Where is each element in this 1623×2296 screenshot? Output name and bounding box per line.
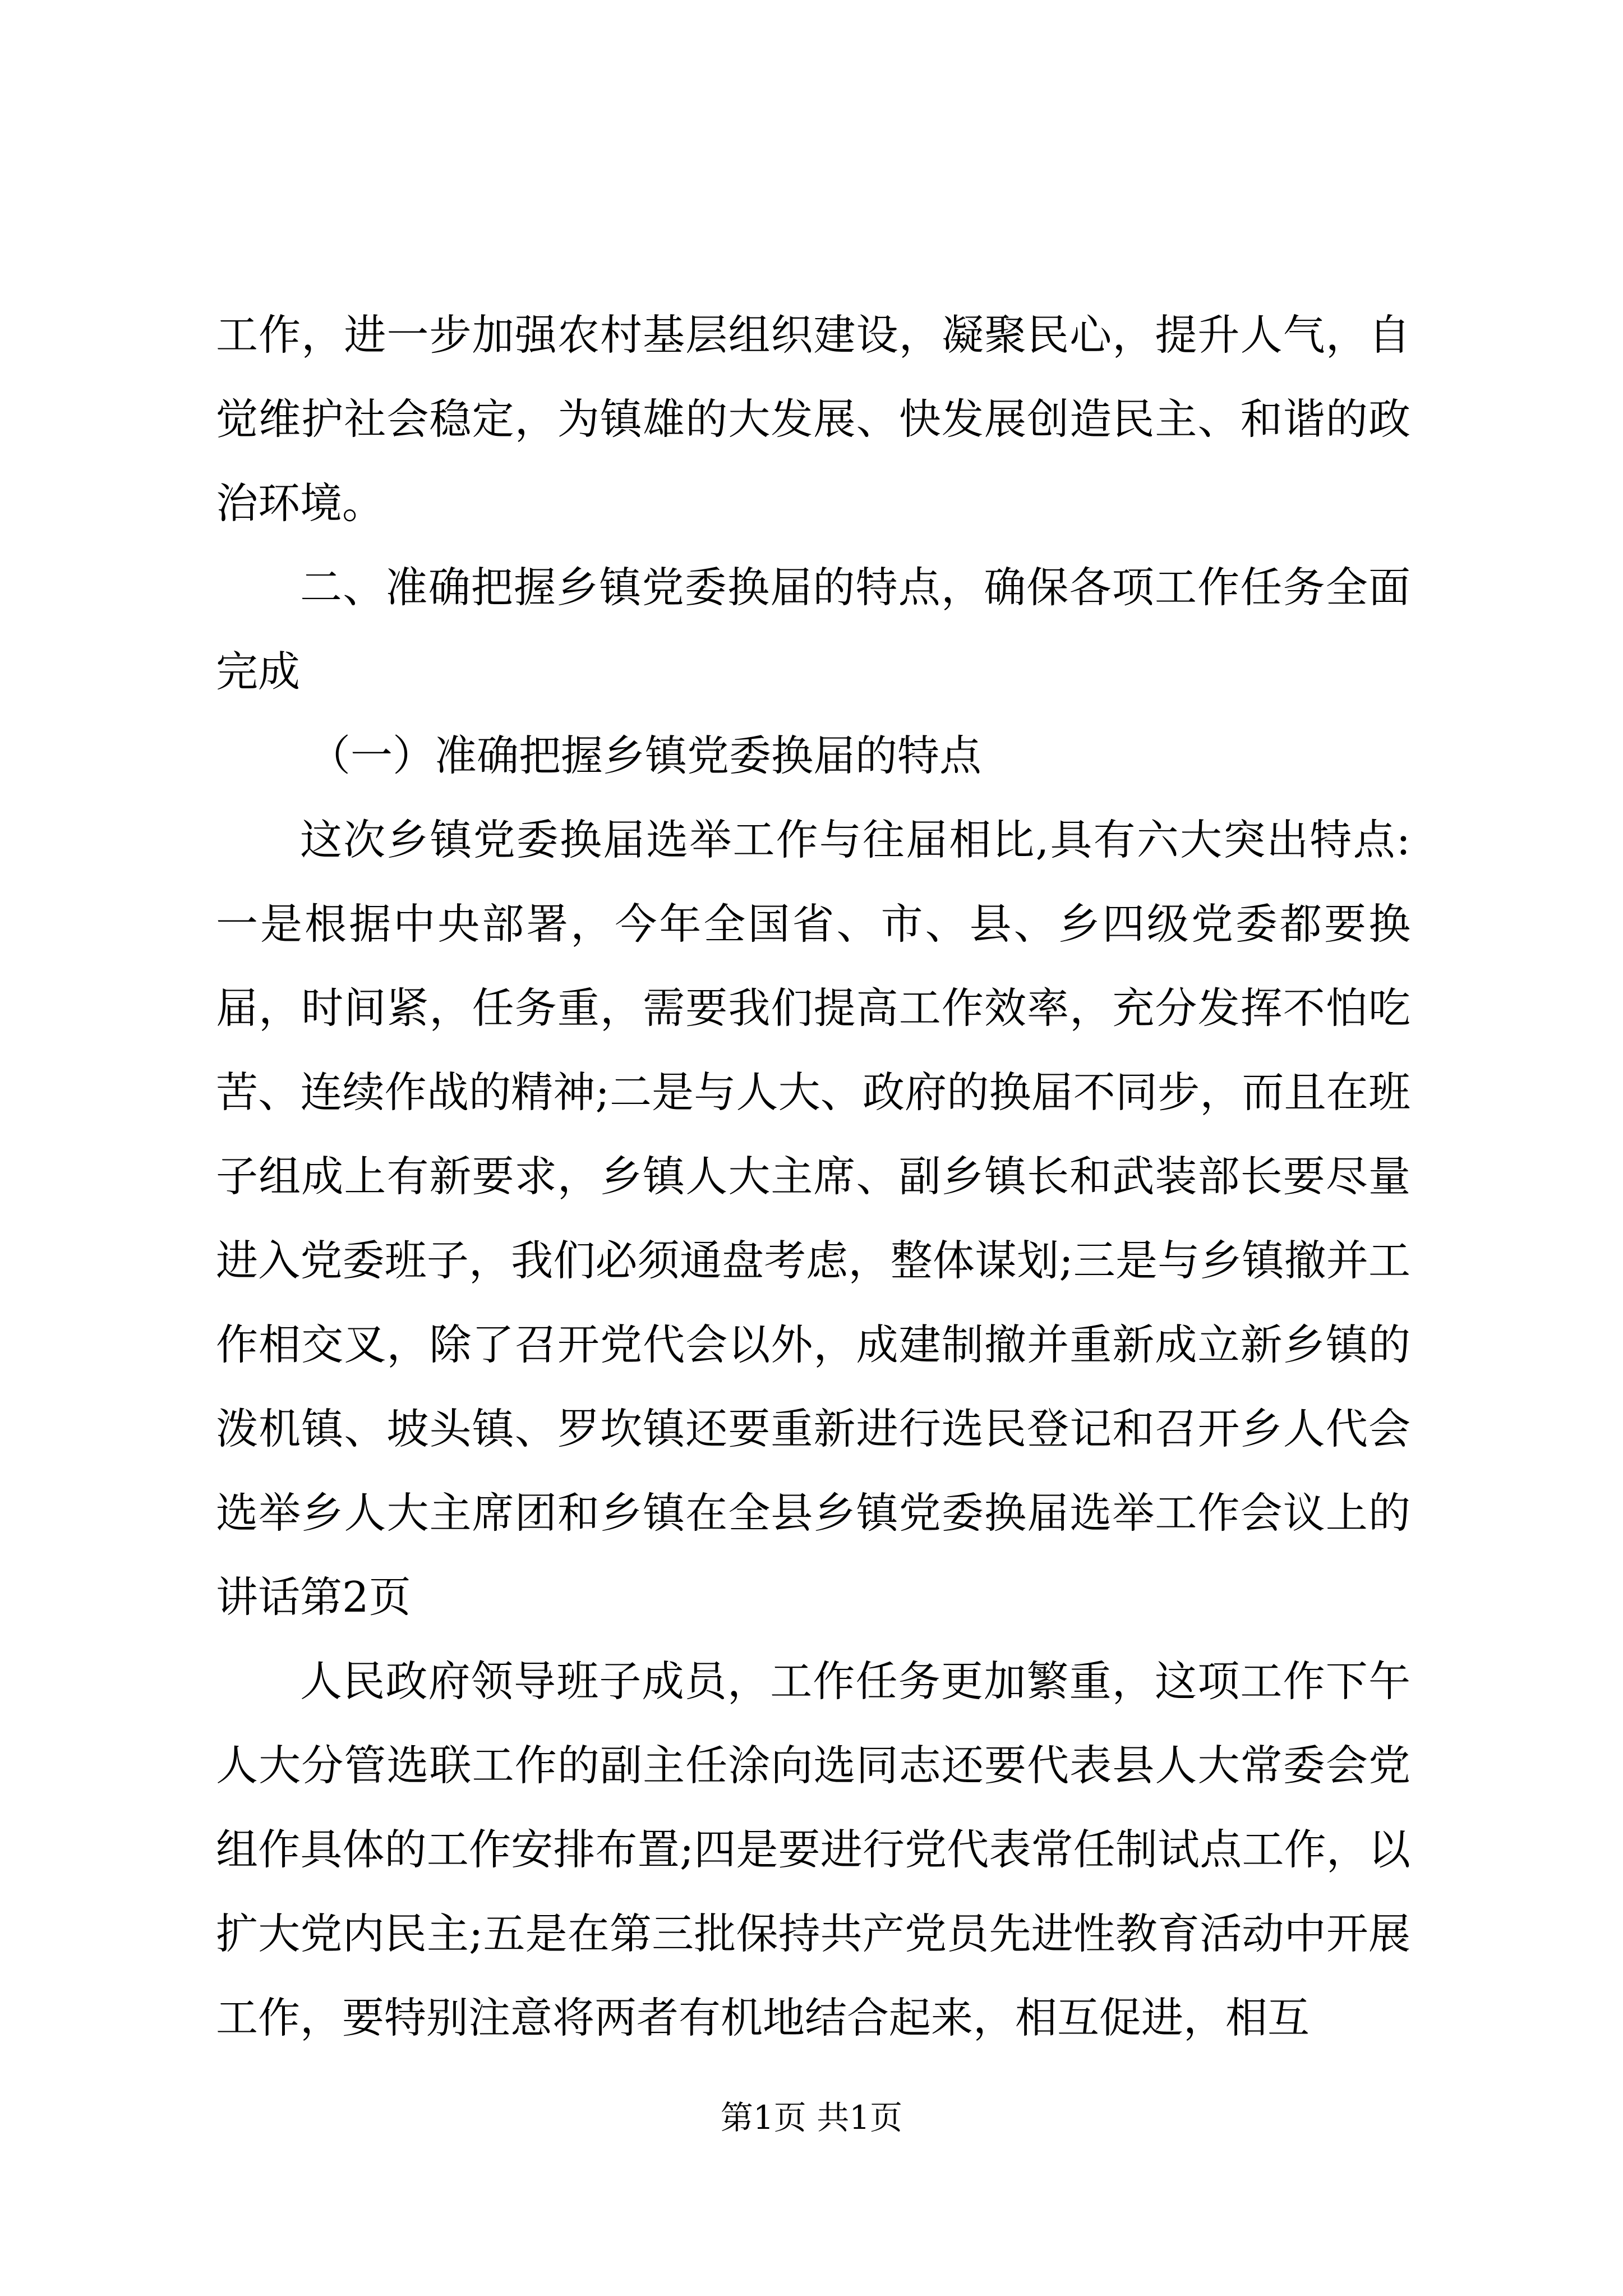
paragraph-government: 人民政府领导班子成员，工作任务更加繁重，这项工作下午人大分管选联工作的副主任涂向选同志还要代表县人大常委会党组作具体的工作安排布置;四是要进行党代表常任制试点工作，以扩大党内民主;五是在第三批保持共产党员先进性教育活动中开展工作，要特别注意将两者有机地结合起来，相互促进，相互: [216, 1657, 1410, 2042]
section-heading: 二、准确把握乡镇党委换届的特点，确保各项工作任务全面完成: [216, 563, 1410, 696]
page-footer: 第1页 共1页: [720, 2099, 903, 2137]
document-body: [216, 293, 1410, 2060]
subsection-heading: （一）准确把握乡镇党委换届的特点: [308, 731, 982, 780]
paragraph-features: 这次乡镇党委换届选举工作与往届相比,具有六大突出特点:一是根据中央部署，今年全国省、市、县、乡四级党委都要换届，时间紧，任务重，需要我们提高工作效率，充分发挥不怕吃苦、连续作战的精神;二是与人大、政府的换届不同步，而且在班子组成上有新要求，乡镇人大主席、副乡镇长和武装部长要尽量进入党委班子，我们必须通盘考虑，整体谋划;三是与乡镇撤并工作相交叉，除了召开党代会以外，成建制撤并重新成立新乡镇的泼机镇、坡头镇、罗坎镇还要重新进行选民登记和召开乡人代会选举乡人大主席团和乡镇在全县乡镇党委换届选举工作会议上的讲话第2页: [216, 815, 1410, 1622]
paragraph-continuation: 工作，进一步加强农村基层组织建设，凝聚民心，提升人气，自觉维护社会稳定，为镇雄的大发展、快发展创造民主、和谐的政治环境。: [216, 310, 1410, 528]
